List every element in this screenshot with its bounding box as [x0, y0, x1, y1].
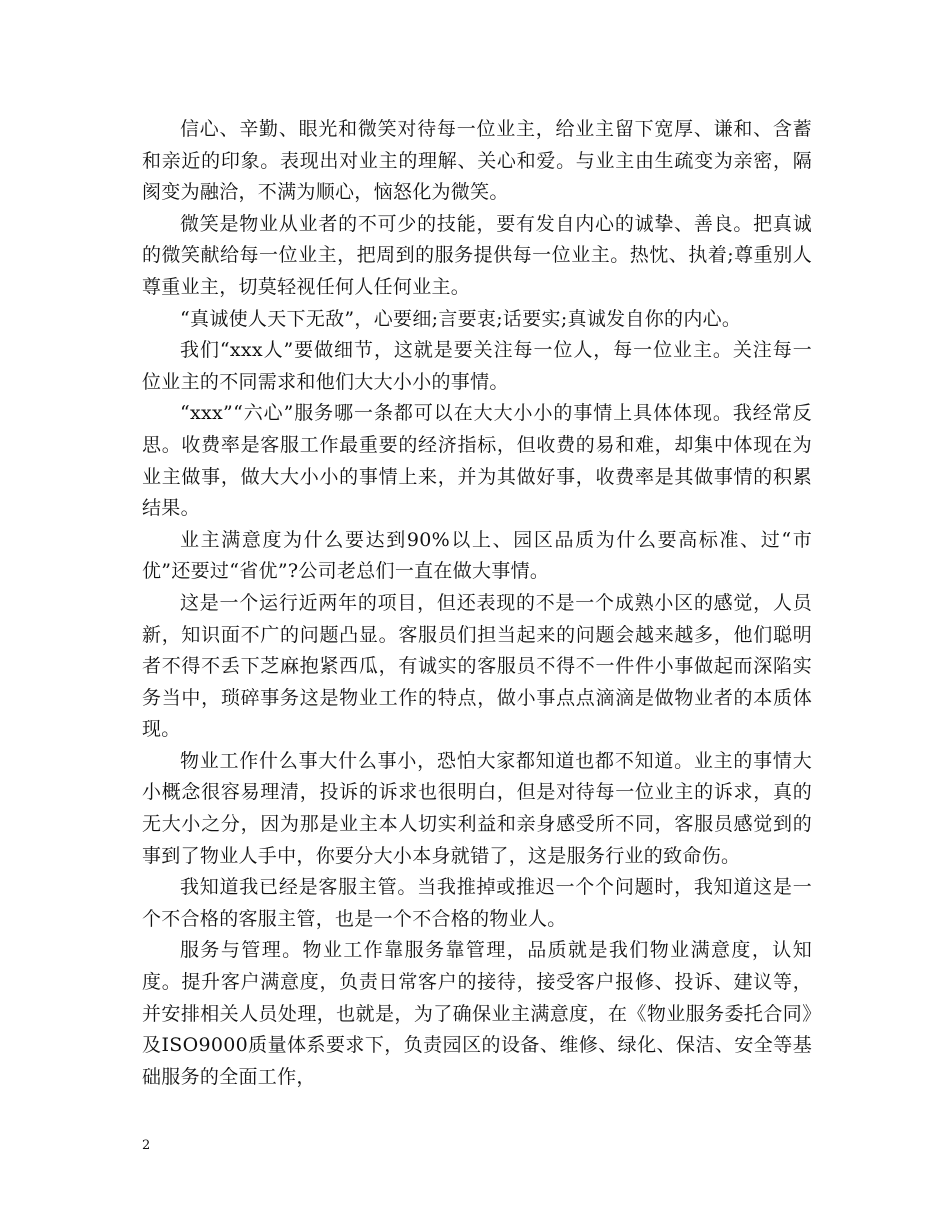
- paragraph: 我知道我已经是客服主管。当我推掉或推迟一个个问题时，我知道这是一个不合格的客服主管，也是一个不合格的物业人。: [142, 876, 812, 930]
- paragraph: “真诚使人天下无敌”，心要细;言要衷;话要实;真诚发自你的内心。: [180, 307, 742, 330]
- paragraph: “xxx”“六心”服务哪一条都可以在大大小小的事情上具体体现。我经常反思。收费率是客服工作最重要的经济指标，但收费的易和难，却集中体现在为业主做事，做大大小小的事情上来，并为其做好事，收费率是其做事情的积累结果。: [142, 402, 812, 520]
- paragraph: 业主满意度为什么要达到90%以上、园区品质为什么要高标准、过“市优”还要过“省优”?公司老总们一直在做大事情。: [142, 528, 812, 583]
- paragraph: 微笑是物业从业者的不可少的技能，要有发自内心的诚挚、善良。把真诚的微笑献给每一位业主，把周到的服务提供每一位业主。热忱、执着;尊重别人尊重业主，切莫轻视任何人任何业主。: [142, 212, 812, 298]
- paragraph: 信心、辛勤、眼光和微笑对待每一位业主，给业主留下宽厚、谦和、含蓄和亲近的印象。表现出对业主的理解、关心和爱。与业主由生疏变为亲密，隔阂变为融洽，不满为顺心，恼怒化为微笑。: [142, 118, 812, 204]
- paragraph: 这是一个运行近两年的项目，但还表现的不是一个成熟小区的感觉，人员新，知识面不广的问题凸显。客服员们担当起来的问题会越来越多，他们聪明者不得不丢下芝麻抱紧西瓜，有诚实的客服员不得不一件件小事做起而深陷实务当中，琐碎事务这是物业工作的特点，做小事点点滴滴是做物业者的本质体现。: [142, 591, 812, 741]
- paragraph: 我们“xxx人”要做细节，这就是要关注每一位人，每一位业主。关注每一位业主的不同需求和他们大大小小的事情。: [142, 339, 812, 393]
- document-body: [142, 114, 812, 1093]
- page-number: 2: [142, 1138, 151, 1153]
- paragraph: 物业工作什么事大什么事小，恐怕大家都知道也都不知道。业主的事情大小概念很容易理清，投诉的诉求也很明白，但是对待每一位业主的诉求，真的无大小之分，因为那是业主本人切实利益和亲身感受所不同，客服员感觉到的事到了物业人手中，你要分大小本身就错了，这是服务行业的致命伤。: [142, 749, 812, 867]
- paragraph: 服务与管理。物业工作靠服务靠管理，品质就是我们物业满意度，认知度。提升客户满意度，负责日常客户的接待，接受客户报修、投诉、建议等，并安排相关人员处理，也就是，为了确保业主满意度，在《物业服务委托合同》及ISO9000质量体系要求下，负责园区的设备、维修、绿化、保洁、安全等基础服务的全面工作，: [142, 939, 812, 1088]
